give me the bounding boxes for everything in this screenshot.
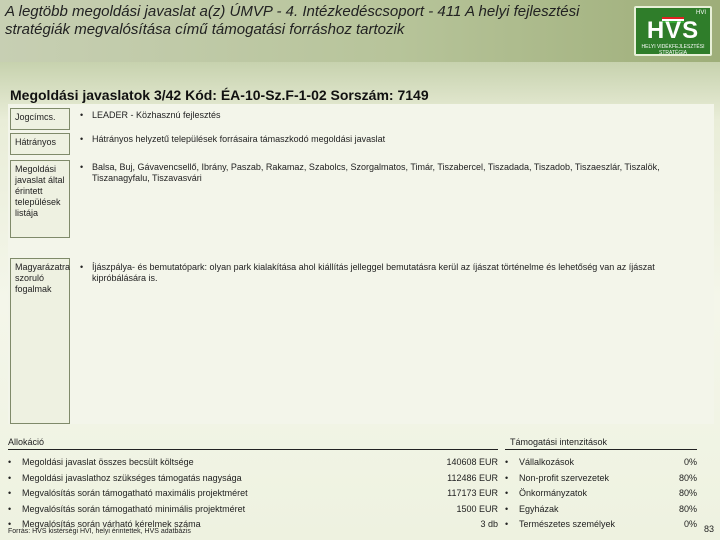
source-note: Forrás: HVS kistérségi HVI, helyi érintettek, HVS adatbázis <box>8 528 191 535</box>
logo-subtext: HELYI VIDÉKFEJLESZTÉSI STRATÉGIA <box>641 44 705 56</box>
row-text-fogalmak: Íjászpálya- és bemutatópark: olyan park kialakítása ahol kiállítás jelleggel bemutatásra kerül az íjászat történelme és lehetőség van az íjászat kipróbálására is. <box>92 262 655 283</box>
row-bullet: • <box>80 134 84 144</box>
row-label-telepulesek: Megoldási javaslat által érintett települések listája <box>10 160 70 238</box>
allocation-title: Allokáció <box>8 437 45 447</box>
logo-text: HVS <box>646 17 700 44</box>
list-item: • Megoldási javaslat összes becsült költsége 140608 EUR <box>8 457 498 467</box>
logo-top-text: HVI <box>695 10 706 16</box>
list-item: • Vállalkozások 0% <box>505 457 697 467</box>
header-banner <box>0 0 720 62</box>
list-item: • Non-profit szervezetek 80% <box>505 472 697 483</box>
row-text-jogcim: LEADER - Közhasznú fejlesztés <box>92 110 221 120</box>
list-item: • Megvalósítás során várható kérelmek száma 3 db <box>8 519 498 529</box>
list-item: • Egyházak 80% <box>505 503 697 514</box>
intensity-divider <box>505 449 697 450</box>
row-label-fogalmak: Magyarázatra szoruló fogalmak <box>10 258 70 424</box>
hvs-logo <box>634 6 712 56</box>
row-label-jogcim: Jogcímcs. <box>10 108 70 130</box>
list-item: • Megvalósítás során támogatható minimális projektméret 1500 EUR <box>8 503 498 514</box>
allocation-divider <box>8 449 498 450</box>
list-item: • Önkormányzatok 80% <box>505 488 697 498</box>
row-label-hatranyos: Hátrányos <box>10 133 70 155</box>
list-item: • Természetes személyek 0% <box>505 519 697 529</box>
row-bullet: • <box>80 162 84 172</box>
list-item: • Megoldási javaslathoz szükséges támogatás nagysága 112486 EUR <box>8 472 498 483</box>
list-item: • Megvalósítás során támogatható maximális projektméret 117173 EUR <box>8 488 498 498</box>
row-bullet: • <box>80 262 84 272</box>
page-number: 83 <box>703 524 714 534</box>
allocation-list <box>8 455 498 533</box>
header-title: A legtöbb megoldási javaslat a(z) ÚMVP - 4. Intézkedéscsoport - 411 A helyi fejlesztési stratégiák megvalósítása című támogatási forráshoz tartozik <box>5 3 580 38</box>
intensity-title: Támogatási intenzitások <box>510 437 608 447</box>
row-text-hatranyos: Hátrányos helyzetű települések forrásaira támaszkodó megoldási javaslat <box>92 134 386 144</box>
row-text-telepulesek: Balsa, Buj, Gávavencsellő, Ibrány, Paszab, Rakamaz, Szabolcs, Szorgalmatos, Timár, Tiszabercel, Tiszadada, Tiszadob, Tiszaeszlár, Tiszalök, Tiszanagyfalu, Tiszavasvári <box>92 162 660 183</box>
intensity-list <box>505 455 697 533</box>
page-subtitle: Megoldási javaslatok 3/42 Kód: ÉA-10-Sz.F-1-02 Sorszám: 7149 <box>10 87 429 103</box>
row-bullet: • <box>80 110 84 120</box>
